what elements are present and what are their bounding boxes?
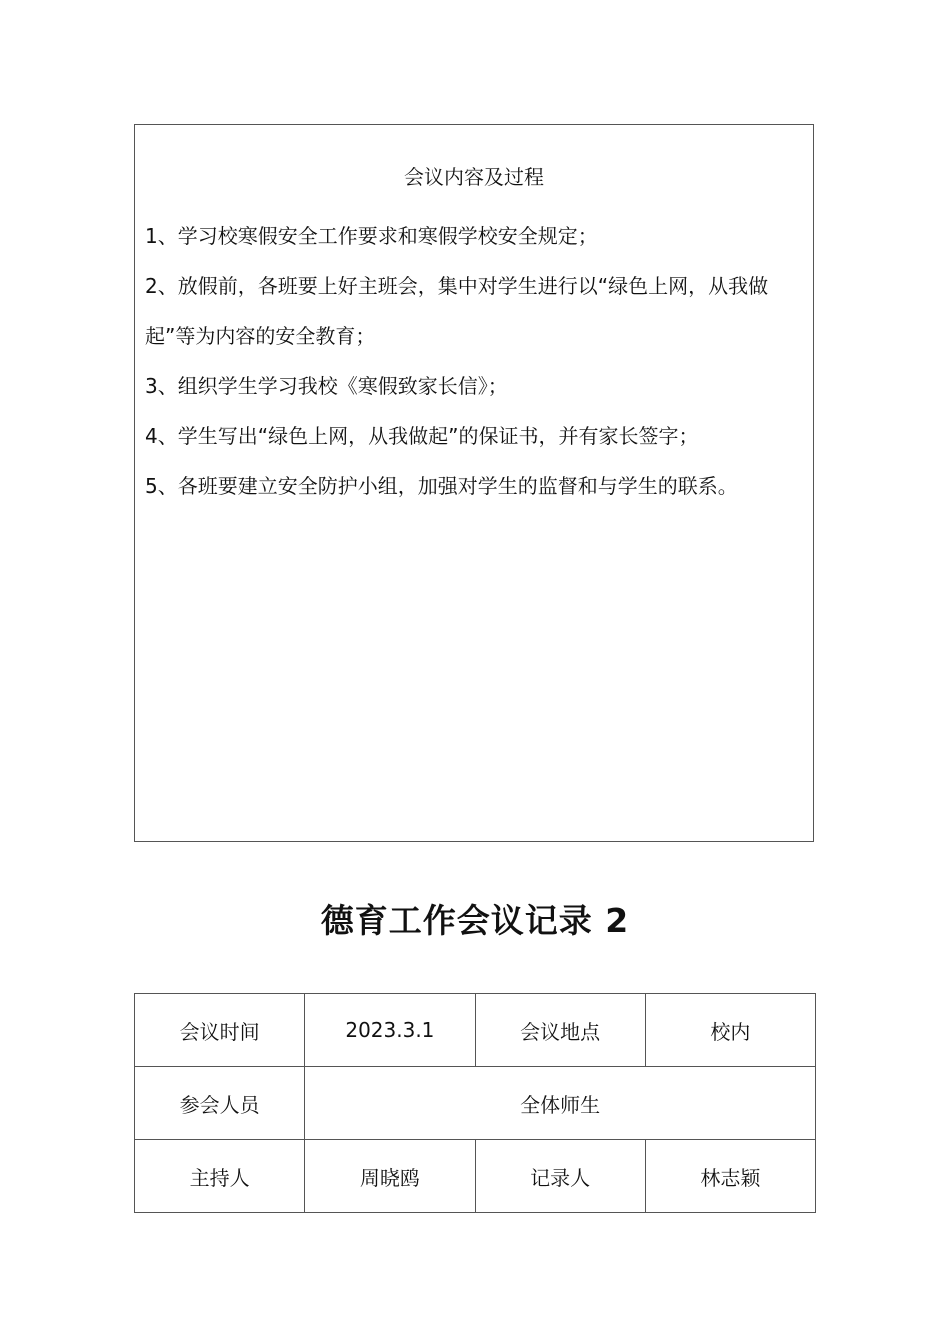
place-value: 校内 bbox=[645, 994, 815, 1067]
document-title: 德育工作会议记录 2 bbox=[320, 901, 630, 940]
attendees-label: 参会人员 bbox=[135, 1067, 305, 1140]
content-item-5: 5、各班要建立安全防护小组，加强对学生的监督和与学生的联系。 bbox=[145, 474, 738, 498]
content-items bbox=[145, 211, 807, 511]
time-value: 2023.3.1 bbox=[305, 994, 475, 1067]
table-row bbox=[135, 1067, 816, 1140]
place-label: 会议地点 bbox=[475, 994, 645, 1067]
recorder-value: 林志颖 bbox=[645, 1140, 815, 1213]
content-item-2: 2、放假前，各班要上好主班会，集中对学生进行以“绿色上网，从我做起”等为内容的安全教育； bbox=[145, 274, 769, 348]
time-label: 会议时间 bbox=[135, 994, 305, 1067]
content-item-4: 4、学生写出“绿色上网，从我做起”的保证书，并有家长签字； bbox=[145, 424, 699, 448]
recorder-label: 记录人 bbox=[475, 1140, 645, 1213]
content-item-3: 3、组织学生学习我校《寒假致家长信》； bbox=[145, 374, 508, 398]
table-row bbox=[135, 1140, 816, 1213]
content-item-1: 1、学习校寒假安全工作要求和寒假学校安全规定； bbox=[145, 224, 598, 248]
content-box-title: 会议内容及过程 bbox=[404, 165, 544, 189]
meeting-content-box bbox=[134, 124, 814, 842]
host-value: 周晓鸥 bbox=[305, 1140, 475, 1213]
table-row bbox=[135, 994, 816, 1067]
host-label: 主持人 bbox=[135, 1140, 305, 1213]
attendees-value: 全体师生 bbox=[305, 1067, 816, 1140]
meeting-info-table bbox=[134, 993, 816, 1213]
